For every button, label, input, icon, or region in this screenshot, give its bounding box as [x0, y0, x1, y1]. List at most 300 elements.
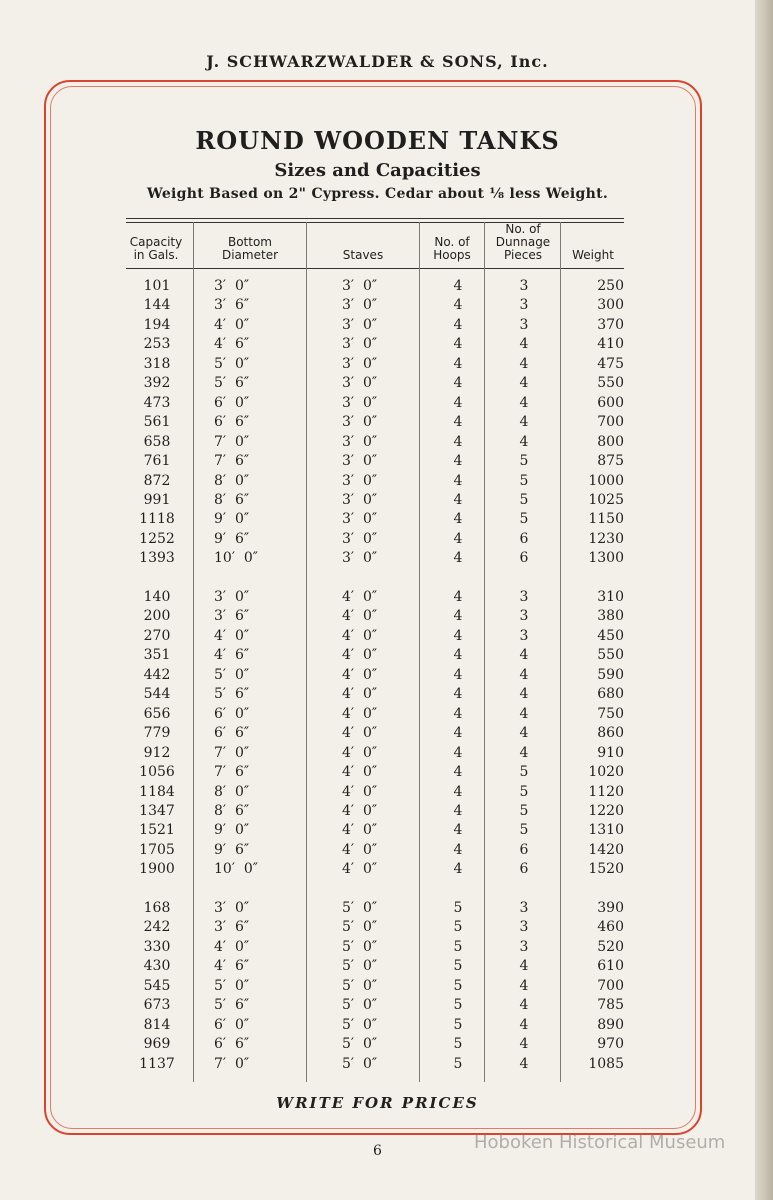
staves-cell: 5′ 0″: [342, 997, 378, 1014]
table-top-rule: [126, 218, 624, 219]
table-row: [126, 647, 624, 666]
hoops-cell: 4: [453, 841, 463, 858]
hoops-cell: 4: [453, 355, 463, 372]
table-row: [126, 784, 624, 803]
capacity-cell: 168: [143, 900, 171, 916]
capacity-cell: 194: [143, 316, 171, 333]
bottom-diameter-cell: 9′ 0″: [214, 511, 250, 528]
header-line: in Gals.: [133, 248, 179, 262]
bottom-diameter-cell: 4′ 6″: [214, 958, 250, 975]
table-row: [126, 336, 624, 355]
dunnage-cell: 4: [519, 686, 529, 703]
capacity-cell: 761: [143, 453, 171, 470]
weight-cell: 700: [597, 414, 624, 431]
bottom-diameter-cell: 6′ 0″: [214, 1016, 250, 1033]
capacity-cell: 442: [143, 666, 171, 683]
staves-cell: 4′ 0″: [342, 841, 378, 858]
staves-cell: 3′ 0″: [342, 511, 378, 528]
bottom-diameter-cell: 4′ 0″: [214, 938, 250, 955]
bottom-diameter-cell: 5′ 0″: [214, 666, 250, 683]
dunnage-cell: 4: [519, 375, 529, 392]
capacity-cell: 561: [143, 414, 171, 431]
table-row: [126, 531, 624, 550]
table-row: [126, 414, 624, 433]
dunnage-cell: 5: [519, 802, 529, 819]
hoops-cell: 4: [453, 861, 463, 878]
bottom-diameter-cell: 7′ 0″: [214, 1055, 250, 1072]
dunnage-cell: 3: [519, 938, 529, 955]
header-line: No. of: [505, 222, 541, 236]
staves-cell: 4′ 0″: [342, 705, 378, 722]
capacity-cell: 1137: [139, 1055, 175, 1072]
dunnage-cell: 6: [519, 861, 529, 878]
table-row: [126, 861, 624, 880]
hoops-cell: 4: [453, 550, 463, 567]
hoops-header: [422, 236, 482, 262]
bottom-diameter-header: [196, 236, 304, 262]
header-line: Dunnage: [495, 235, 551, 249]
capacity-cell: 242: [143, 919, 171, 936]
bottom-diameter-cell: 5′ 0″: [214, 977, 250, 994]
table-row: [126, 745, 624, 764]
table-row: [126, 589, 624, 608]
hoops-cell: 4: [453, 414, 463, 431]
weight-cell: 860: [597, 725, 624, 742]
bottom-diameter-cell: 10′ 0″: [214, 861, 259, 878]
bottom-diameter-cell: 3′ 6″: [214, 297, 250, 314]
weight-cell: 380: [597, 608, 624, 625]
dunnage-cell: 4: [519, 394, 529, 411]
dunnage-cell: 4: [519, 958, 529, 975]
weight-cell: 300: [597, 297, 624, 314]
capacity-cell: 814: [143, 1016, 171, 1033]
staves-cell: 3′ 0″: [342, 530, 378, 547]
table-row: [126, 434, 624, 453]
table-row: [126, 764, 624, 783]
weight-cell: 680: [597, 686, 624, 703]
staves-cell: 4′ 0″: [342, 589, 378, 605]
staves-cell: 3′ 0″: [342, 414, 378, 431]
hoops-cell: 5: [453, 1055, 463, 1072]
capacity-cell: 473: [143, 394, 171, 411]
hoops-cell: 5: [453, 900, 463, 916]
staves-cell: 5′ 0″: [342, 958, 378, 975]
dunnage-cell: 3: [519, 919, 529, 936]
capacity-cell: 200: [143, 608, 171, 625]
capacity-cell: 1118: [139, 511, 175, 528]
capacity-cell: 1184: [139, 783, 175, 800]
bottom-diameter-cell: 6′ 6″: [214, 1036, 250, 1053]
capacity-cell: 1393: [139, 550, 175, 567]
staves-header: [310, 249, 416, 262]
capacity-cell: 912: [143, 744, 171, 761]
dunnage-cell: 5: [519, 491, 529, 508]
weight-cell: 785: [597, 997, 624, 1014]
hoops-cell: 4: [453, 802, 463, 819]
dunnage-cell: 6: [519, 530, 529, 547]
hoops-cell: 4: [453, 686, 463, 703]
hoops-cell: 5: [453, 919, 463, 936]
dunnage-cell: 4: [519, 647, 529, 664]
bottom-diameter-cell: 4′ 0″: [214, 627, 250, 644]
weight-cell: 450: [597, 627, 624, 644]
bottom-diameter-cell: 5′ 0″: [214, 355, 250, 372]
capacity-cell: 969: [143, 1036, 171, 1053]
weight-cell: 1085: [588, 1055, 624, 1072]
capacity-cell: 253: [143, 336, 171, 353]
staves-cell: 5′ 0″: [342, 1036, 378, 1053]
bottom-diameter-cell: 4′ 0″: [214, 316, 250, 333]
bottom-diameter-cell: 5′ 6″: [214, 997, 250, 1014]
capacity-cell: 991: [143, 491, 171, 508]
table-row: [126, 1036, 624, 1055]
staves-cell: 5′ 0″: [342, 919, 378, 936]
bottom-diameter-cell: 3′ 0″: [214, 278, 250, 294]
capacity-cell: 545: [143, 977, 171, 994]
weight-cell: 1230: [588, 530, 624, 547]
bottom-diameter-cell: 8′ 0″: [214, 472, 250, 489]
staves-cell: 4′ 0″: [342, 647, 378, 664]
table-row: [126, 356, 624, 375]
hoops-cell: 4: [453, 666, 463, 683]
table-row: [126, 608, 624, 627]
staves-cell: 4′ 0″: [342, 627, 378, 644]
weight-cell: 1120: [588, 783, 624, 800]
staves-cell: 3′ 0″: [342, 453, 378, 470]
weight-cell: 610: [597, 958, 624, 975]
hoops-cell: 5: [453, 1036, 463, 1053]
bottom-diameter-cell: 9′ 0″: [214, 822, 250, 839]
weight-cell: 600: [597, 394, 624, 411]
capacity-cell: 1705: [139, 841, 175, 858]
hoops-cell: 4: [453, 453, 463, 470]
bottom-diameter-cell: 7′ 6″: [214, 764, 250, 781]
dunnage-cell: 3: [519, 900, 529, 916]
bottom-diameter-cell: 10′ 0″: [214, 550, 259, 567]
bottom-diameter-cell: 7′ 6″: [214, 453, 250, 470]
dunnage-cell: 4: [519, 744, 529, 761]
hoops-cell: 4: [453, 764, 463, 781]
bottom-diameter-cell: 9′ 6″: [214, 530, 250, 547]
binding-spine: [755, 0, 773, 1200]
dunnage-cell: 5: [519, 783, 529, 800]
dunnage-cell: 5: [519, 764, 529, 781]
table-row: [126, 842, 624, 861]
bottom-diameter-cell: 7′ 0″: [214, 433, 250, 450]
staves-cell: 4′ 0″: [342, 686, 378, 703]
hoops-cell: 5: [453, 958, 463, 975]
write-for-prices: WRITE FOR PRICES: [276, 1094, 479, 1112]
weight-cell: 750: [597, 705, 624, 722]
hoops-cell: 5: [453, 938, 463, 955]
staves-cell: 5′ 0″: [342, 1016, 378, 1033]
table-row: [126, 686, 624, 705]
capacity-cell: 779: [143, 725, 171, 742]
table-row: [126, 667, 624, 686]
dunnage-cell: 6: [519, 841, 529, 858]
staves-cell: 4′ 0″: [342, 744, 378, 761]
staves-cell: 3′ 0″: [342, 472, 378, 489]
weight-cell: 1520: [588, 861, 624, 878]
bottom-diameter-cell: 7′ 0″: [214, 744, 250, 761]
weight-note: Weight Based on 2" Cypress. Cedar about ⅛ less Weight.: [146, 186, 609, 202]
table-row: [126, 550, 624, 569]
weight-cell: 875: [597, 453, 624, 470]
dunnage-cell: 4: [519, 1016, 529, 1033]
table-row: [126, 278, 624, 297]
capacity-header: [124, 236, 188, 262]
weight-cell: 1300: [588, 550, 624, 567]
dunnage-cell: 3: [519, 608, 529, 625]
dunnage-cell: 4: [519, 433, 529, 450]
bottom-diameter-cell: 4′ 6″: [214, 336, 250, 353]
hoops-cell: 4: [453, 822, 463, 839]
hoops-cell: 4: [453, 608, 463, 625]
table-row: [126, 706, 624, 725]
bottom-diameter-cell: 3′ 0″: [214, 900, 250, 916]
weight-cell: 370: [597, 316, 624, 333]
table-row: [126, 492, 624, 511]
bottom-diameter-cell: 4′ 6″: [214, 647, 250, 664]
capacity-cell: 330: [143, 938, 171, 955]
dunnage-cell: 4: [519, 666, 529, 683]
bottom-diameter-cell: 6′ 0″: [214, 394, 250, 411]
dunnage-cell: 4: [519, 997, 529, 1014]
capacity-cell: 140: [143, 589, 171, 605]
header-line: Hoops: [433, 248, 471, 262]
capacity-cell: 351: [143, 647, 171, 664]
capacity-cell: 430: [143, 958, 171, 975]
hoops-cell: 4: [453, 783, 463, 800]
table-header-rule: [126, 268, 624, 269]
museum-watermark: Hoboken Historical Museum: [474, 1132, 726, 1153]
header-line: No. of: [434, 235, 470, 249]
table-row: [126, 511, 624, 530]
staves-cell: 5′ 0″: [342, 977, 378, 994]
weight-cell: 590: [597, 666, 624, 683]
capacity-cell: 101: [143, 278, 171, 294]
dunnage-cell: 3: [519, 627, 529, 644]
table-row: [126, 1056, 624, 1075]
company-header: J. SCHWARZWALDER & SONS, Inc.: [206, 52, 549, 71]
capacity-cell: 872: [143, 472, 171, 489]
capacity-cell: 1252: [139, 530, 175, 547]
dunnage-cell: 4: [519, 705, 529, 722]
capacity-cell: 318: [143, 355, 171, 372]
capacity-cell: 1521: [139, 822, 175, 839]
staves-cell: 4′ 0″: [342, 666, 378, 683]
hoops-cell: 4: [453, 589, 463, 605]
hoops-cell: 5: [453, 997, 463, 1014]
hoops-cell: 4: [453, 725, 463, 742]
header-line: Staves: [342, 248, 384, 262]
bottom-diameter-cell: 3′ 6″: [214, 608, 250, 625]
staves-cell: 5′ 0″: [342, 938, 378, 955]
hoops-cell: 4: [453, 472, 463, 489]
header-line: Weight: [572, 248, 614, 262]
hoops-cell: 4: [453, 433, 463, 450]
table-row: [126, 939, 624, 958]
table-row: [126, 473, 624, 492]
staves-cell: 3′ 0″: [342, 550, 378, 567]
bottom-diameter-cell: 5′ 6″: [214, 375, 250, 392]
weight-cell: 1000: [588, 472, 624, 489]
staves-cell: 4′ 0″: [342, 764, 378, 781]
dunnage-cell: 5: [519, 822, 529, 839]
weight-cell: 1420: [588, 841, 624, 858]
staves-cell: 3′ 0″: [342, 491, 378, 508]
dunnage-cell: 5: [519, 511, 529, 528]
bottom-diameter-cell: 9′ 6″: [214, 841, 250, 858]
weight-cell: 700: [597, 977, 624, 994]
staves-cell: 3′ 0″: [342, 336, 378, 353]
hoops-cell: 4: [453, 744, 463, 761]
hoops-cell: 4: [453, 375, 463, 392]
dunnage-cell: 4: [519, 1055, 529, 1072]
page-number: 6: [373, 1143, 382, 1159]
table-row: [126, 375, 624, 394]
staves-cell: 4′ 0″: [342, 802, 378, 819]
dunnage-cell: 3: [519, 278, 529, 294]
weight-cell: 910: [597, 744, 624, 761]
header-line: Bottom: [227, 235, 272, 249]
table-row: [126, 317, 624, 336]
table-row: [126, 628, 624, 647]
staves-cell: 4′ 0″: [342, 861, 378, 878]
weight-cell: 460: [597, 919, 624, 936]
weight-cell: 1150: [588, 511, 624, 528]
table-row: [126, 1017, 624, 1036]
dunnage-cell: 3: [519, 316, 529, 333]
weight-cell: 475: [597, 355, 624, 372]
bottom-diameter-cell: 6′ 6″: [214, 414, 250, 431]
weight-cell: 310: [597, 589, 624, 605]
weight-cell: 890: [597, 1016, 624, 1033]
capacity-cell: 1347: [139, 802, 175, 819]
capacity-cell: 1900: [139, 861, 175, 878]
staves-cell: 4′ 0″: [342, 725, 378, 742]
weight-cell: 970: [597, 1036, 624, 1053]
hoops-cell: 4: [453, 316, 463, 333]
bottom-diameter-cell: 3′ 6″: [214, 919, 250, 936]
table-row: [126, 297, 624, 316]
weight-cell: 390: [597, 900, 624, 916]
weight-cell: 550: [597, 647, 624, 664]
capacity-cell: 656: [143, 705, 171, 722]
hoops-cell: 5: [453, 1016, 463, 1033]
dunnage-cell: 4: [519, 977, 529, 994]
hoops-cell: 4: [453, 491, 463, 508]
capacity-cell: 144: [143, 297, 171, 314]
weight-cell: 1310: [588, 822, 624, 839]
table-row: [126, 900, 624, 919]
dunnage-cell: 3: [519, 589, 529, 605]
staves-cell: 4′ 0″: [342, 608, 378, 625]
capacity-cell: 544: [143, 686, 171, 703]
bottom-diameter-cell: 6′ 0″: [214, 705, 250, 722]
staves-cell: 3′ 0″: [342, 278, 378, 294]
staves-cell: 5′ 0″: [342, 900, 378, 916]
dunnage-cell: 6: [519, 550, 529, 567]
capacity-cell: 658: [143, 433, 171, 450]
weight-cell: 800: [597, 433, 624, 450]
dunnage-cell: 4: [519, 1036, 529, 1053]
staves-cell: 4′ 0″: [342, 822, 378, 839]
table-row: [126, 803, 624, 822]
hoops-cell: 4: [453, 647, 463, 664]
header-line: Capacity: [129, 235, 183, 249]
table-row: [126, 997, 624, 1016]
hoops-cell: 4: [453, 705, 463, 722]
weight-header: [562, 249, 624, 262]
dunnage-cell: 3: [519, 297, 529, 314]
dunnage-cell: 5: [519, 472, 529, 489]
hoops-cell: 4: [453, 278, 463, 294]
weight-cell: 1020: [588, 764, 624, 781]
weight-cell: 410: [597, 336, 624, 353]
dunnage-header: [487, 223, 559, 262]
staves-cell: 3′ 0″: [342, 375, 378, 392]
staves-cell: 5′ 0″: [342, 1055, 378, 1072]
table-row: [126, 822, 624, 841]
staves-cell: 3′ 0″: [342, 316, 378, 333]
hoops-cell: 4: [453, 530, 463, 547]
capacity-cell: 392: [143, 375, 171, 392]
table-row: [126, 395, 624, 414]
bottom-diameter-cell: 5′ 6″: [214, 686, 250, 703]
capacity-cell: 1056: [139, 764, 175, 781]
weight-cell: 520: [597, 938, 624, 955]
hoops-cell: 4: [453, 297, 463, 314]
page-subtitle: Sizes and Capacities: [274, 160, 481, 181]
bottom-diameter-cell: 8′ 6″: [214, 802, 250, 819]
bottom-diameter-cell: 3′ 0″: [214, 589, 250, 605]
weight-cell: 1025: [588, 491, 624, 508]
staves-cell: 3′ 0″: [342, 433, 378, 450]
table-row: [126, 453, 624, 472]
dunnage-cell: 4: [519, 336, 529, 353]
bottom-diameter-cell: 8′ 0″: [214, 783, 250, 800]
table-row: [126, 978, 624, 997]
table-row: [126, 725, 624, 744]
header-line: Diameter: [221, 248, 279, 262]
dunnage-cell: 5: [519, 453, 529, 470]
staves-cell: 4′ 0″: [342, 783, 378, 800]
staves-cell: 3′ 0″: [342, 355, 378, 372]
dunnage-cell: 4: [519, 725, 529, 742]
hoops-cell: 5: [453, 977, 463, 994]
dunnage-cell: 4: [519, 355, 529, 372]
bottom-diameter-cell: 6′ 6″: [214, 725, 250, 742]
table-row: [126, 919, 624, 938]
weight-cell: 1220: [588, 802, 624, 819]
dunnage-cell: 4: [519, 414, 529, 431]
capacity-cell: 673: [143, 997, 171, 1014]
staves-cell: 3′ 0″: [342, 297, 378, 314]
page-title: ROUND WOODEN TANKS: [195, 126, 560, 155]
hoops-cell: 4: [453, 394, 463, 411]
hoops-cell: 4: [453, 336, 463, 353]
staves-cell: 3′ 0″: [342, 394, 378, 411]
hoops-cell: 4: [453, 511, 463, 528]
bottom-diameter-cell: 8′ 6″: [214, 491, 250, 508]
hoops-cell: 4: [453, 627, 463, 644]
capacity-cell: 270: [143, 627, 171, 644]
weight-cell: 550: [597, 375, 624, 392]
header-line: Pieces: [504, 248, 542, 262]
table-row: [126, 958, 624, 977]
weight-cell: 250: [597, 278, 624, 294]
